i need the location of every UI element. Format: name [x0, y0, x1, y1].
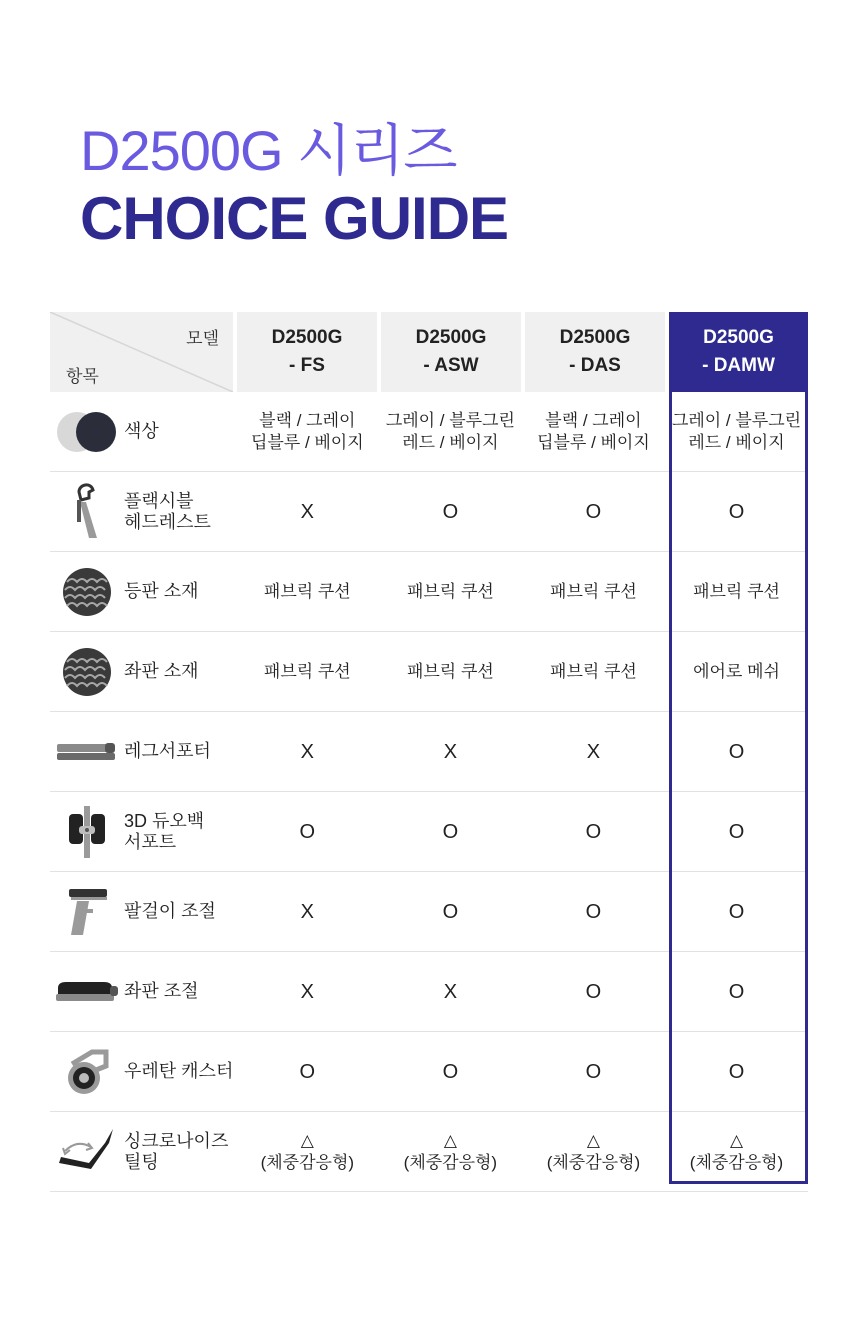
row-label-line: 등판 소재 [124, 581, 199, 601]
value-text: O [442, 900, 459, 923]
value-text: X [300, 740, 314, 763]
value-text: X [300, 500, 314, 523]
value-cell-das [522, 821, 665, 843]
headrest-icon [50, 482, 124, 542]
value-text: X [300, 980, 314, 1003]
table-row [50, 792, 808, 872]
row-label-line: 팔걸이 조절 [124, 901, 216, 921]
value-text: O [728, 1060, 745, 1083]
model-name: D2500G [415, 327, 487, 348]
row-label-line: 싱크로나이즈 [124, 1130, 229, 1151]
value-text: O [442, 1060, 459, 1083]
value-cell-das [522, 981, 665, 1003]
value-cell-das [522, 661, 665, 683]
value-cell-fs [236, 501, 379, 523]
row-label-line: 서포트 [124, 831, 177, 852]
value-cell-damw [665, 1130, 808, 1174]
table-row [50, 872, 808, 952]
value-text: 그레이 / 블루그린 [671, 410, 802, 430]
value-text: 패브릭 쿠션 [406, 661, 494, 681]
value-text: (체중감응형) [689, 1152, 784, 1172]
row-label-line: 색상 [124, 421, 159, 441]
value-cell-das [522, 410, 665, 454]
value-text: O [728, 900, 745, 923]
value-cell-damw [665, 821, 808, 843]
value-text: 그레이 / 블루그린 [385, 410, 515, 430]
fabric-backrest-icon [50, 566, 124, 618]
value-text: 딥블루 / 베이지 [537, 432, 650, 452]
leg-support-icon [50, 740, 124, 764]
row-label [124, 491, 211, 533]
row-label-cell [50, 552, 236, 631]
value-text: 패브릭 쿠션 [406, 581, 494, 601]
model-name: D2500G [559, 327, 631, 348]
value-text: O [728, 980, 745, 1003]
model-header-asw [381, 312, 521, 392]
value-text: △ [729, 1130, 744, 1150]
value-cell-fs [236, 581, 379, 603]
comparison-table [50, 312, 808, 1192]
value-cell-fs [236, 741, 379, 763]
value-text: O [728, 820, 745, 843]
value-text: 패브릭 쿠션 [550, 581, 637, 601]
table-row [50, 632, 808, 712]
color-swatch-icon [50, 410, 124, 454]
value-text: O [585, 820, 602, 843]
value-text: 블랙 / 그레이 [259, 410, 356, 430]
value-cell-damw [665, 741, 808, 763]
value-text: O [442, 820, 459, 843]
value-text: X [586, 740, 601, 763]
value-text: (체중감응형) [260, 1152, 355, 1172]
row-label-cell [50, 472, 236, 551]
model-name: D2500G [703, 327, 774, 348]
row-label-line: 플랙시블 [124, 490, 194, 511]
row-label-line: 틸팅 [124, 1151, 159, 1172]
corner-model-label: 모델 [186, 329, 219, 348]
row-label-cell [50, 1032, 236, 1111]
value-text: X [443, 980, 458, 1003]
value-text: O [585, 980, 602, 1003]
value-text: O [299, 820, 316, 843]
value-cell-das [522, 741, 665, 763]
value-text: 패브릭 쿠션 [693, 581, 780, 601]
table-row [50, 952, 808, 1032]
model-header-das [525, 312, 665, 392]
model-variant: - ASW [423, 355, 479, 376]
value-cell-asw [379, 661, 522, 683]
value-cell-damw [665, 981, 808, 1003]
value-cell-fs [236, 901, 379, 923]
value-cell-das [522, 1061, 665, 1083]
table-body [50, 392, 808, 1192]
row-label-cell [50, 392, 236, 471]
value-cell-asw [379, 501, 522, 523]
row-label-cell [50, 712, 236, 791]
row-label [124, 581, 199, 602]
fabric-seat-icon [50, 646, 124, 698]
value-cell-fs [236, 981, 379, 1003]
page-title-series: D2500G 시리즈 [80, 119, 457, 182]
model-header-damw [669, 312, 808, 392]
value-cell-das [522, 1130, 665, 1174]
value-cell-asw [379, 1061, 522, 1083]
row-label-cell [50, 632, 236, 711]
row-label [124, 661, 199, 682]
value-cell-damw [665, 501, 808, 523]
value-cell-asw [379, 410, 522, 454]
value-cell-damw [665, 661, 808, 683]
value-text: O [585, 900, 602, 923]
value-cell-fs [236, 1130, 379, 1174]
value-cell-asw [379, 741, 522, 763]
value-cell-asw [379, 981, 522, 1003]
tilting-icon [50, 1125, 124, 1179]
value-text: (체중감응형) [403, 1152, 498, 1172]
value-text: △ [586, 1130, 600, 1150]
value-text: O [299, 1060, 316, 1083]
value-cell-fs [236, 410, 379, 454]
row-label-cell [50, 872, 236, 951]
row-label [124, 1061, 233, 1082]
row-label [124, 1131, 228, 1173]
duoback-icon [50, 806, 124, 858]
value-cell-asw [379, 581, 522, 603]
value-cell-asw [379, 821, 522, 843]
row-label-line: 좌판 소재 [124, 661, 199, 681]
armrest-icon [50, 887, 124, 937]
value-text: 딥블루 / 베이지 [250, 432, 364, 452]
table-row [50, 552, 808, 632]
value-text: O [585, 500, 602, 523]
table-row [50, 392, 808, 472]
value-text: △ [443, 1130, 457, 1150]
value-cell-das [522, 581, 665, 603]
model-header-fs [237, 312, 377, 392]
row-label [124, 421, 159, 442]
value-text: O [728, 500, 745, 523]
table-corner-cell [50, 312, 233, 392]
row-label [124, 811, 204, 853]
seat-adjust-icon [50, 980, 124, 1004]
row-label-line: 3D 듀오백 [124, 810, 205, 831]
value-cell-damw [665, 581, 808, 603]
value-cell-das [522, 901, 665, 923]
value-cell-asw [379, 1130, 522, 1174]
caster-icon [50, 1046, 124, 1098]
value-text: 레드 / 베이지 [402, 432, 499, 452]
table-row [50, 1032, 808, 1112]
value-text: △ [300, 1130, 314, 1150]
value-text: 블랙 / 그레이 [545, 410, 642, 430]
value-text: 패브릭 쿠션 [550, 661, 637, 681]
value-text: X [443, 740, 458, 763]
value-text: 패브릭 쿠션 [263, 661, 351, 681]
row-label [124, 981, 199, 1002]
page-title-choice-guide: CHOICE GUIDE [80, 185, 509, 252]
table-row [50, 472, 808, 552]
row-label [124, 901, 216, 922]
row-label-cell [50, 952, 236, 1031]
model-variant: - FS [289, 355, 325, 376]
value-text: O [585, 1060, 602, 1083]
table-row [50, 1112, 808, 1192]
value-text: O [728, 740, 745, 763]
value-cell-asw [379, 901, 522, 923]
row-label-line: 헤드레스트 [124, 511, 211, 532]
value-text: (체중감응형) [546, 1152, 641, 1172]
value-cell-damw [665, 901, 808, 923]
value-text: O [442, 500, 459, 523]
model-variant: - DAS [569, 355, 621, 376]
value-cell-fs [236, 821, 379, 843]
table-row [50, 712, 808, 792]
value-text: 패브릭 쿠션 [263, 581, 351, 601]
value-cell-fs [236, 661, 379, 683]
model-name: D2500G [271, 327, 343, 348]
value-cell-fs [236, 1061, 379, 1083]
value-cell-das [522, 501, 665, 523]
value-cell-damw [665, 410, 808, 454]
value-text: X [300, 900, 314, 923]
value-cell-damw [665, 1061, 808, 1083]
row-label-line: 레그서포터 [124, 741, 211, 761]
value-text: 에어로 메쉬 [693, 661, 780, 681]
row-label [124, 741, 211, 762]
row-label-line: 좌판 조절 [124, 981, 199, 1001]
model-variant: - DAMW [702, 355, 775, 376]
row-label-cell [50, 1112, 236, 1191]
row-label-line: 우레탄 캐스터 [124, 1061, 234, 1081]
corner-item-label: 항목 [66, 367, 99, 386]
value-text: 레드 / 베이지 [688, 432, 785, 452]
table-header-row [50, 312, 808, 392]
row-label-cell [50, 792, 236, 871]
